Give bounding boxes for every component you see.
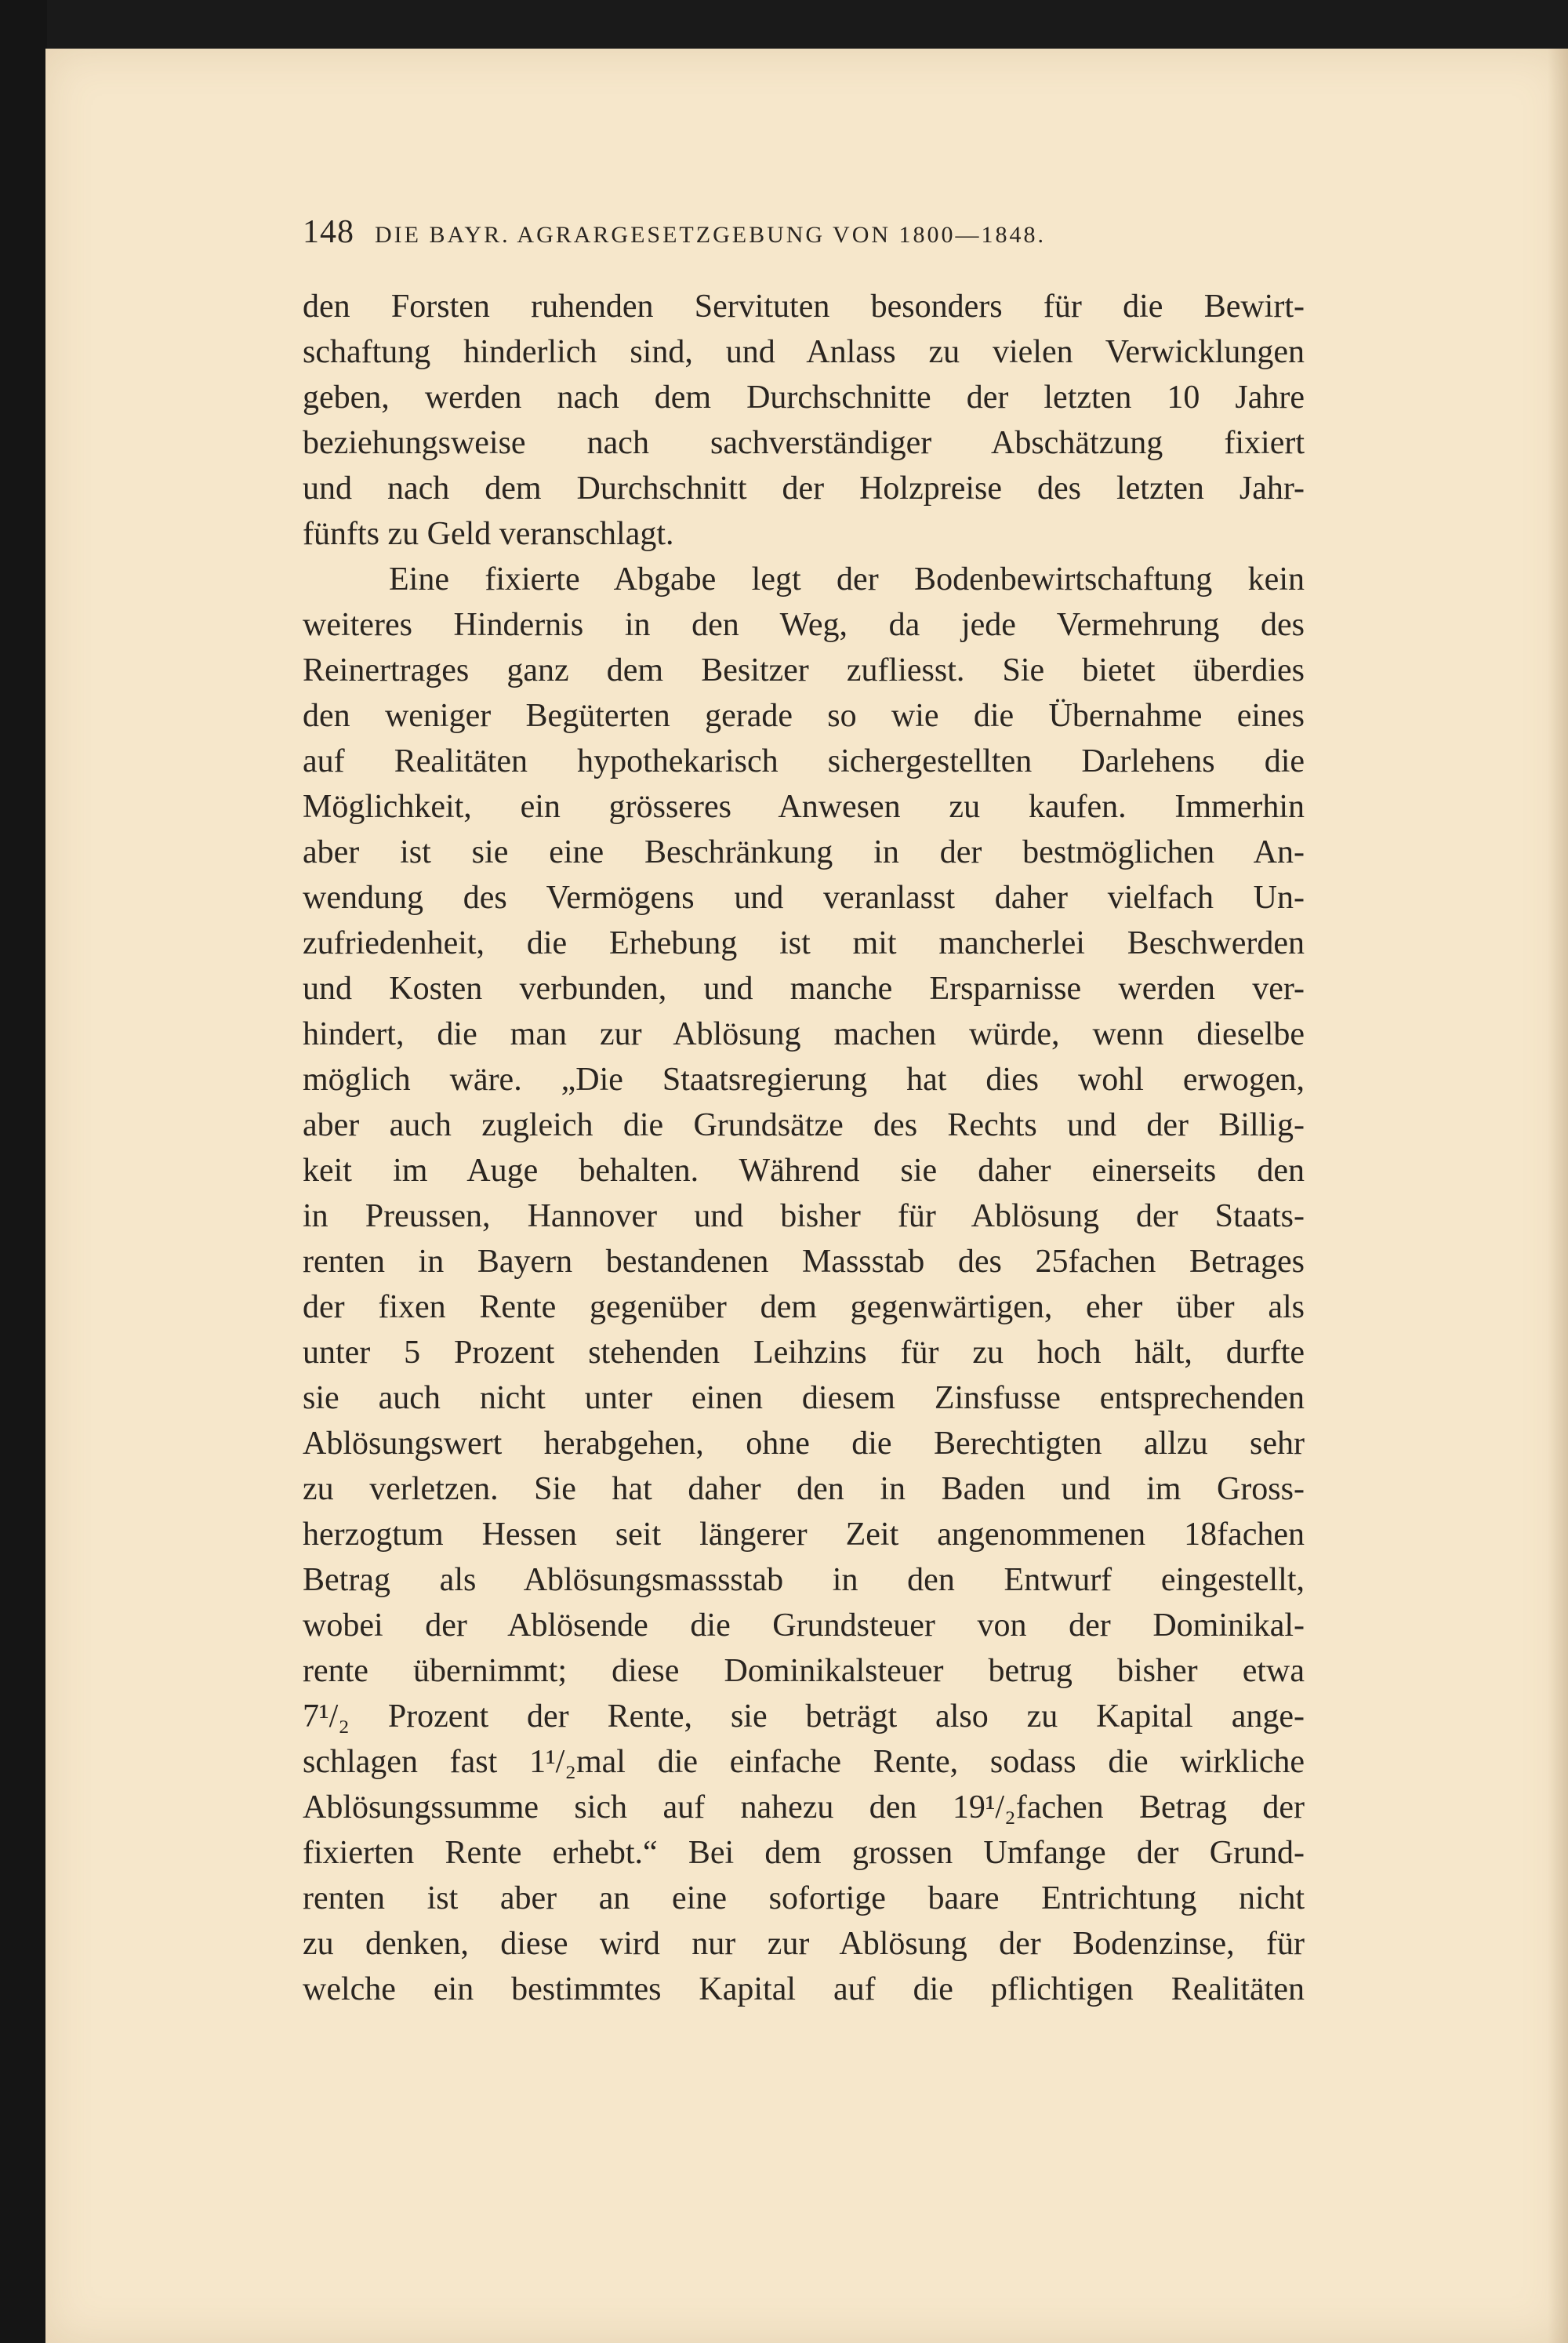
text-line: 7¹/₂ Prozent der Rente, sie beträgt also zu Kapital ange- bbox=[303, 1698, 1305, 1735]
text-line: möglich wäre. „Die Staatsregierung hat dies wohl erwogen, bbox=[303, 1062, 1305, 1098]
text-line: sie auch nicht unter einen diesem Zinsfusse entsprechenden bbox=[303, 1380, 1305, 1416]
text-line: schlagen fast 1¹/₂mal die einfache Rente, sodass die wirkliche bbox=[303, 1744, 1305, 1780]
text-line: wendung des Vermögens und veranlasst daher vielfach Un- bbox=[303, 880, 1305, 916]
text-line: Betrag als Ablösungsmassstab in den Entwurf eingestellt, bbox=[303, 1562, 1305, 1598]
text-line: herzogtum Hessen seit längerer Zeit angenommenen 18fachen bbox=[303, 1517, 1305, 1553]
text-line: fixierten Rente erhebt.“ Bei dem grossen Umfange der Grund- bbox=[303, 1835, 1305, 1871]
body-text bbox=[303, 284, 1305, 2012]
running-head-title: DIE BAYR. AGRARGESETZGEBUNG VON 1800—1848. bbox=[375, 222, 1047, 248]
text-line: unter 5 Prozent stehenden Leihzins für zu hoch hält, durfte bbox=[303, 1335, 1305, 1371]
text-line: zu denken, diese wird nur zur Ablösung der Bodenzinse, für bbox=[303, 1926, 1305, 1962]
text-line: aber auch zugleich die Grundsätze des Rechts und der Billig- bbox=[303, 1107, 1305, 1143]
text-line: Möglichkeit, ein grösseres Anwesen zu kaufen. Immerhin bbox=[303, 789, 1305, 825]
running-head bbox=[303, 213, 1306, 260]
page-edge-shadow bbox=[1548, 49, 1568, 2343]
text-line: auf Realitäten hypothekarisch sichergestellten Darlehens die bbox=[303, 743, 1305, 779]
text-line: Ablösungswert herabgehen, ohne die Berechtigten allzu sehr bbox=[303, 1426, 1305, 1462]
text-line: zu verletzen. Sie hat daher den in Baden und im Gross- bbox=[303, 1471, 1305, 1507]
text-line: hindert, die man zur Ablösung machen würde, wenn dieselbe bbox=[303, 1016, 1305, 1052]
text-line: der fixen Rente gegenüber dem gegenwärtigen, eher über als bbox=[303, 1289, 1305, 1325]
scan-background bbox=[0, 0, 47, 2343]
text-line: renten ist aber an eine sofortige baare Entrichtung nicht bbox=[303, 1880, 1305, 1916]
text-line: weiteres Hindernis in den Weg, da jede Vermehrung des bbox=[303, 607, 1305, 643]
text-line: den weniger Begüterten gerade so wie die Übernahme eines bbox=[303, 698, 1305, 734]
page-number: 148 bbox=[303, 214, 354, 250]
text-line: aber ist sie eine Beschränkung in der bestmöglichen An- bbox=[303, 834, 1305, 870]
text-line: und Kosten verbunden, und manche Ersparnisse werden ver- bbox=[303, 971, 1305, 1007]
text-line: beziehungsweise nach sachverständiger Abschätzung fixiert bbox=[303, 425, 1305, 461]
paragraph-start-line: Eine fixierte Abgabe legt der Bodenbewirtschaftung kein bbox=[389, 561, 1305, 598]
text-line: Ablösungssumme sich auf nahezu den 19¹/₂fachen Betrag der bbox=[303, 1789, 1305, 1825]
text-line: in Preussen, Hannover und bisher für Ablösung der Staats- bbox=[303, 1198, 1305, 1234]
text-line: fünfts zu Geld veranschlagt. bbox=[303, 516, 674, 552]
text-line: renten in Bayern bestandenen Massstab des 25fachen Betrages bbox=[303, 1244, 1305, 1280]
text-line: zufriedenheit, die Erhebung ist mit mancherlei Beschwerden bbox=[303, 925, 1305, 961]
text-line: keit im Auge behalten. Während sie daher einerseits den bbox=[303, 1153, 1305, 1189]
text-line: schaftung hinderlich sind, und Anlass zu vielen Verwicklungen bbox=[303, 334, 1305, 370]
text-line: welche ein bestimmtes Kapital auf die pflichtigen Realitäten bbox=[303, 1971, 1305, 2007]
text-line: den Forsten ruhenden Servituten besonders für die Bewirt- bbox=[303, 289, 1305, 325]
text-line: und nach dem Durchschnitt der Holzpreise des letzten Jahr- bbox=[303, 470, 1305, 507]
text-line: wobei der Ablösende die Grundsteuer von der Dominikal- bbox=[303, 1607, 1305, 1644]
text-line: Reinertrages ganz dem Besitzer zufliesst. Sie bietet überdies bbox=[303, 652, 1305, 688]
text-line: rente übernimmt; diese Dominikalsteuer betrug bisher etwa bbox=[303, 1653, 1305, 1689]
text-line: geben, werden nach dem Durchschnitte der letzten 10 Jahre bbox=[303, 380, 1305, 416]
